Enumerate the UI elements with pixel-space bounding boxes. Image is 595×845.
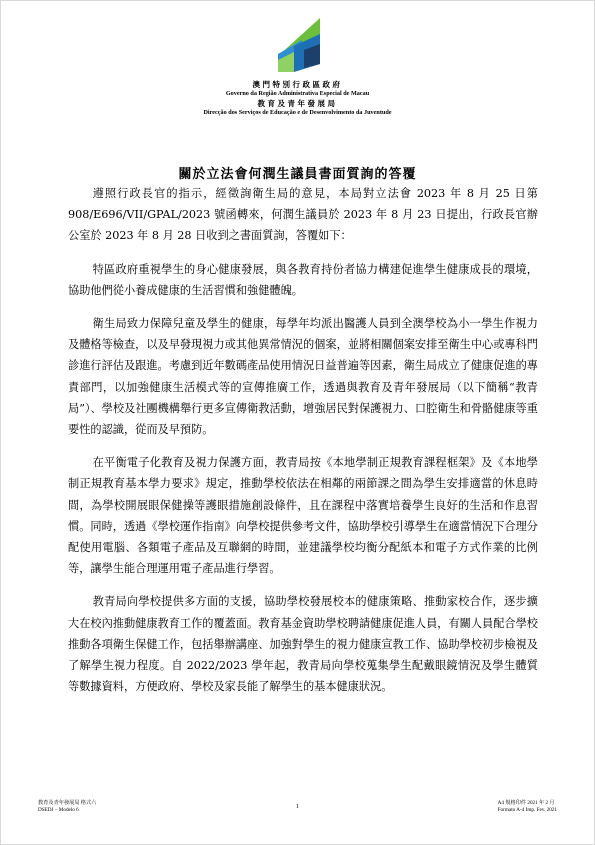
paragraph-3: 衛生局致力保障兒童及學生的健康，每學年均派出醫護人員到全澳學校為小一學生作視力及體格等檢查，以及早發現視力或其他異常情況的個案，並將相關個案安排至衛生中心或專科門診進行評估及跟進。考慮到近年數碼產品使用情況日益普遍等因素，衛生局成立了健康促進的專責部門，以加強健康生活模式等的宣傳推廣工作，透過與教育及青年發展局（以下簡稱“教青局”）、學校及社團機構舉行更多宣傳衛教活動，增強居民對保護視力、口腔衛生和骨骼健康等重要性的認識，從而及早預防。 <box>68 317 538 437</box>
paragraph-2: 特區政府重視學生的身心健康發展，與各教育持份者協力構建促進學生健康成長的環境，協助他們從小養成健康的生活習慣和強健體魄。 <box>68 262 538 297</box>
footer-form-zh: 教育及青年發展局 格式六 <box>38 800 97 806</box>
paragraph-5: 教青局向學校提供多方面的支援，協助學校發展校本的健康策略、推動家校合作，逐步擴大在校內推動健康教育工作的覆蓋面。教育基金資助學校聘請健康促進人員，有關人員配合學校推動各項衛生保健工作，包括舉辦講座、加強對學生的視力健康宣教工作、協助學校初步檢視及了解學生視力程度。自 2022/2023 學年起，教青局向學校蒐集學生配戴眼鏡情況及學生體質等數據資料，方便政府、學校及家長能了解學生的基本健康狀況。 <box>68 595 538 694</box>
footer-form-pt: DSEDJ – Modelo 6 <box>38 807 79 813</box>
government-name-pt: Governo da Região Administrativa Especial de Macau <box>225 90 370 97</box>
footer-format-pt: Formato A-4 Imp. Fev. 2021 <box>497 807 557 813</box>
document-body <box>68 183 538 709</box>
government-name-zh: 澳門特別行政區政府 <box>252 80 343 89</box>
department-name-zh: 教育及青年發展局 <box>257 98 338 108</box>
letterhead <box>0 80 595 117</box>
document-title: 關於立法會何潤生議員書面質詢的答覆 <box>178 167 417 182</box>
footer-format-zh: A4 規格印件 2021 年 2 月 <box>497 800 555 806</box>
footer-print-format <box>498 800 557 814</box>
macau-sar-logo <box>272 16 326 72</box>
department-name-pt: Direcção dos Serviços de Educação e de Desenvolvimento da Juventude <box>203 108 392 116</box>
paragraph-4: 在平衡電子化教育及視力保護方面，教青局按《本地學制正規教育課程框架》及《本地學制正規教育基本學力要求》規定，推動學校依法在相鄰的兩節課之間為學生安排適當的休息時間，為學校開展眼保健操等護眼措施創設條件，且在課程中落實培養學生良好的生活和作息習慣。同時，透過《學校運作指南》向學校提供參考文件，協助學校引導學生在適當情況下合理分配使用電腦、各類電子產品及互聯網的時間，並建議學校均衡分配紙本和電子方式作業的比例等，讓學生能合理運用電子產品進行學習。 <box>68 456 538 576</box>
page-number: 1 <box>296 804 299 810</box>
paragraph-1: 遵照行政長官的指示，經徵詢衛生局的意見，本局對立法會 2023 年 8 月 25 日第 908/E696/VII/GPAL/2023 號函轉來，何潤生議員於 2023 年 8 月 23 日提出，行政長官辦公室於 2023 年 8 月 28 日收到之書面質詢，答覆如下： <box>68 187 538 243</box>
